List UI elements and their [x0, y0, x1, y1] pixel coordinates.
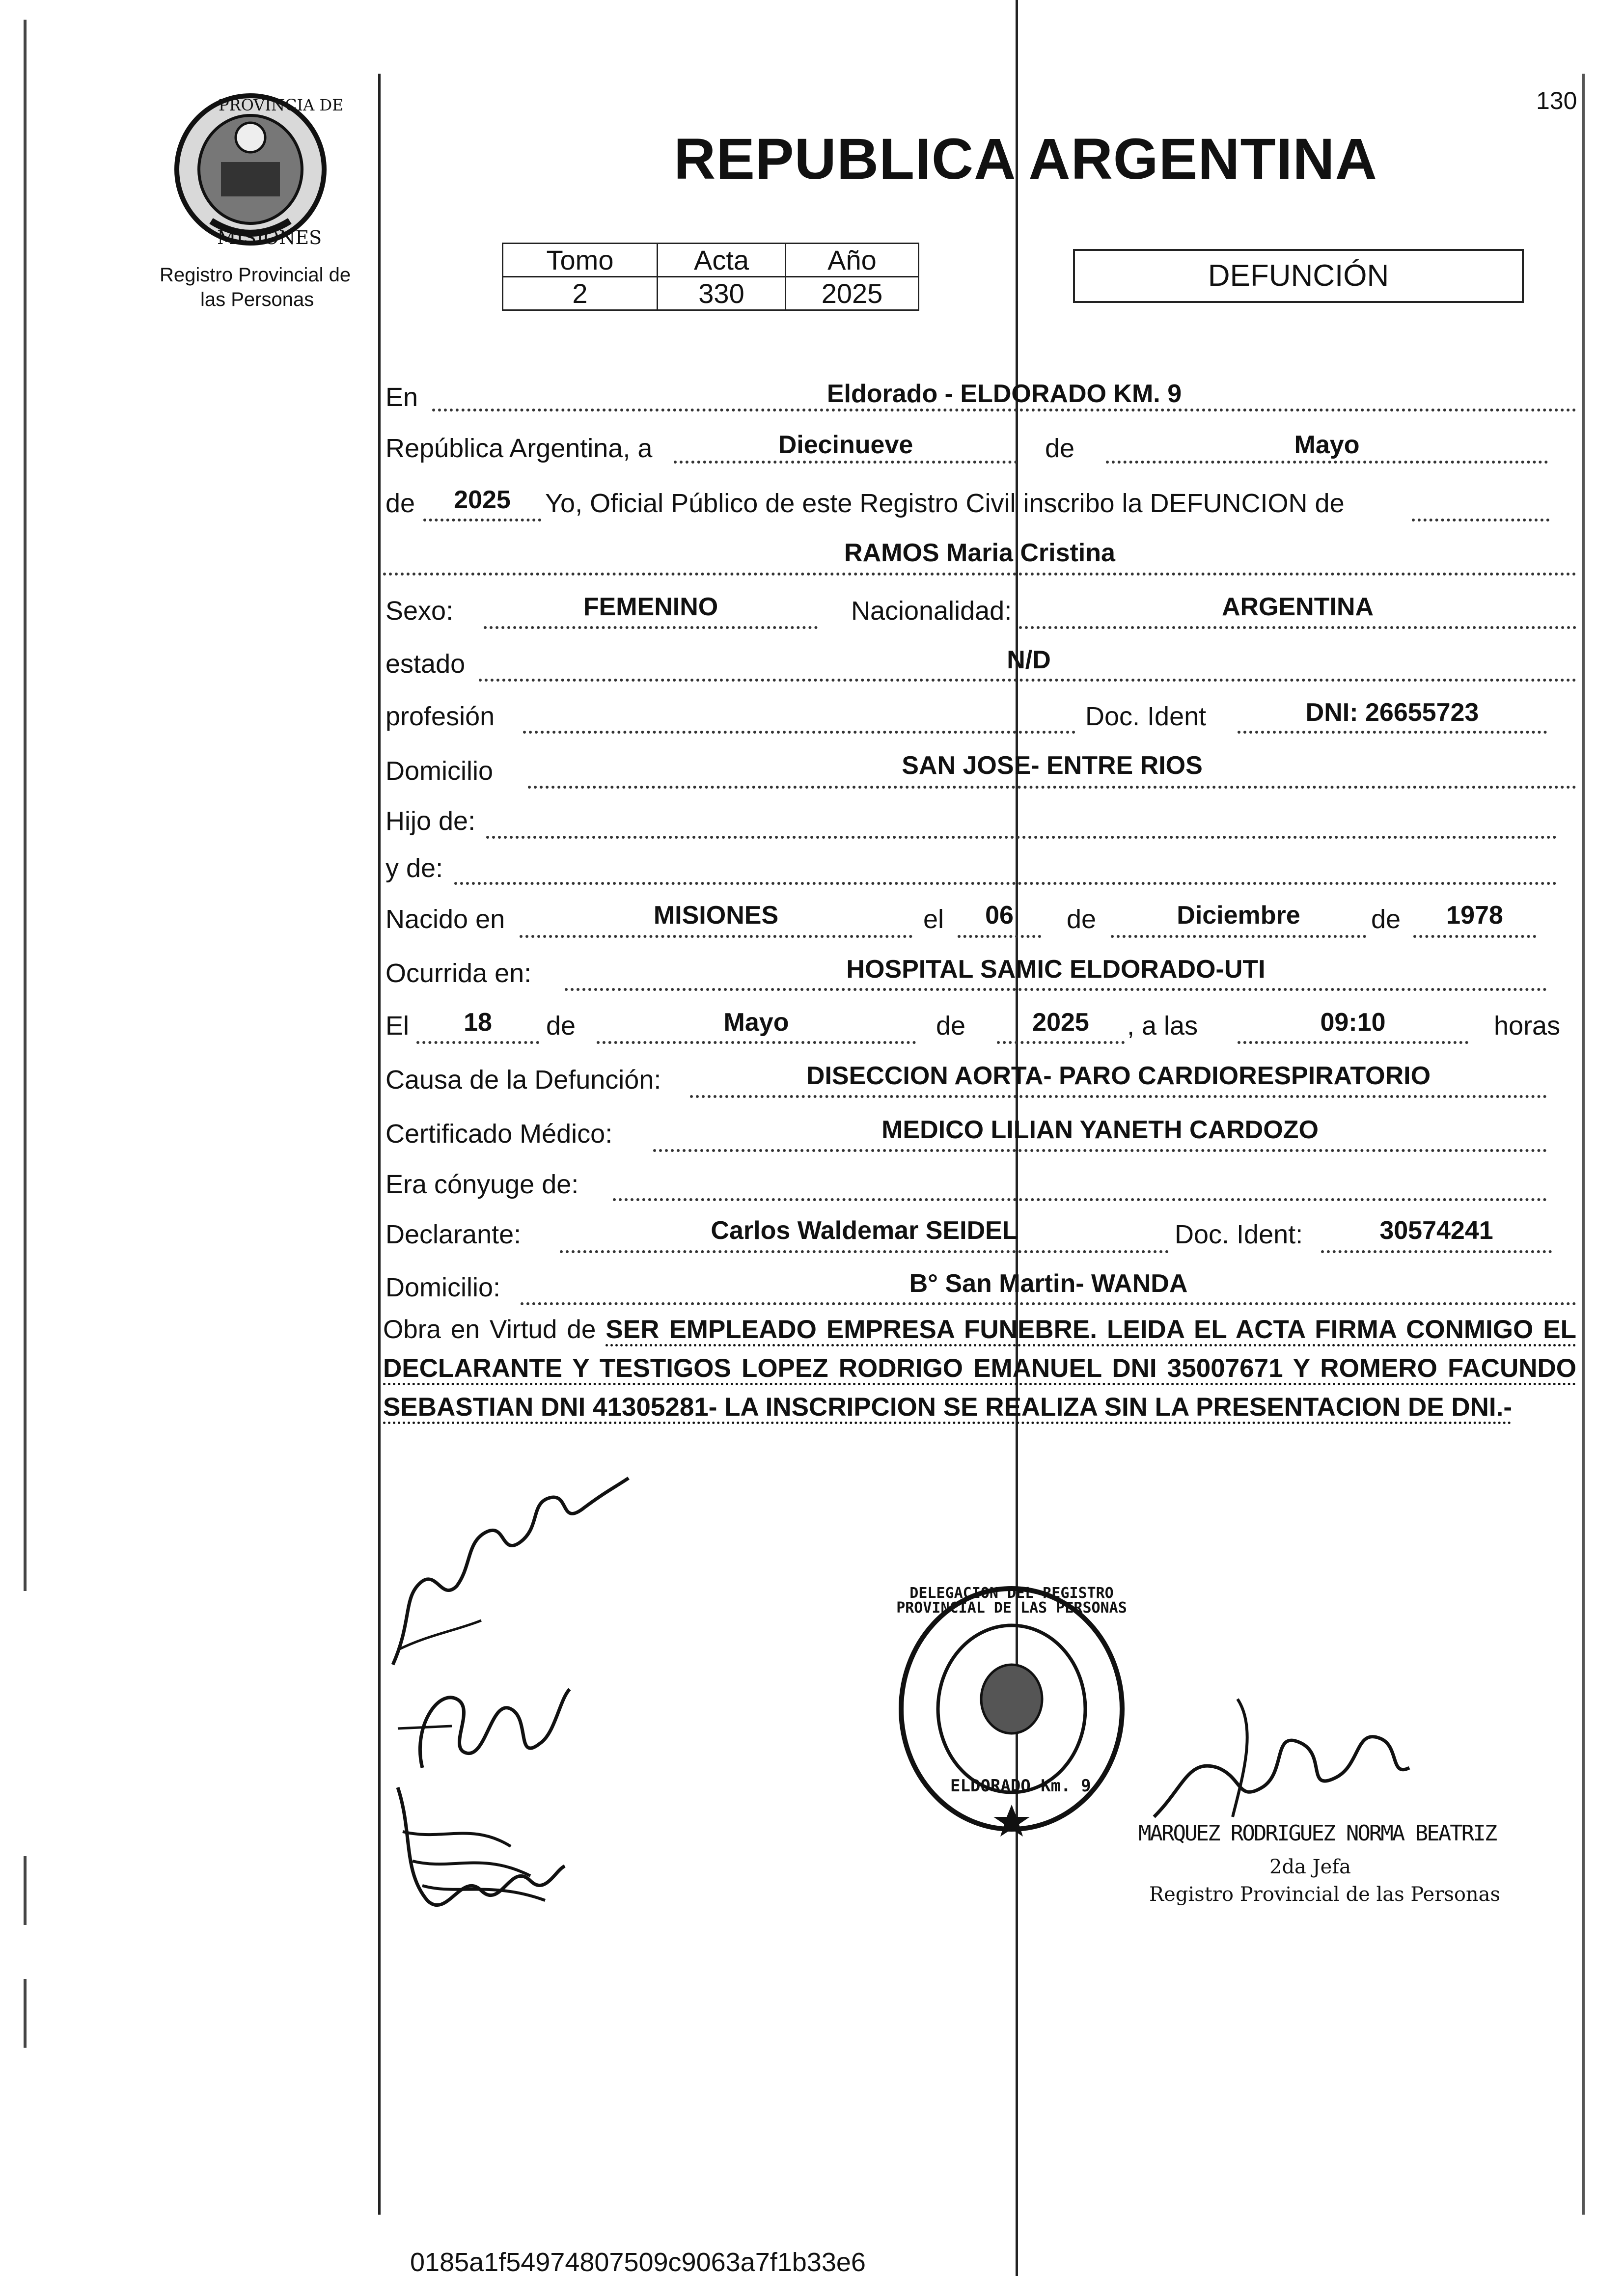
value-domicilio: SAN JOSE- ENTRE RIOS [902, 751, 1203, 780]
value-doc-ident: DNI: 26655723 [1305, 698, 1479, 727]
right-margin-line [1582, 74, 1585, 2215]
issuer-line-2: las Personas [200, 289, 314, 310]
label-death-de2: de [936, 1011, 966, 1041]
dots-death-month [597, 1041, 916, 1044]
page-title: REPUBLICA ARGENTINA [674, 127, 1377, 192]
dots-nacido [520, 935, 912, 938]
label-conyuge: Era cónyuge de: [385, 1170, 579, 1199]
label-alas: , a las [1127, 1011, 1198, 1041]
dots-time [1238, 1041, 1468, 1044]
value-name: RAMOS Maria Cristina [844, 539, 1115, 567]
page-number: 130 [1536, 87, 1577, 114]
registry-table [502, 243, 919, 311]
dots-y-de [454, 882, 1557, 885]
dots-month [1106, 461, 1548, 464]
label-birth-de1: de [1067, 905, 1097, 934]
label-oficial: Yo, Oficial Público de este Registro Civil inscribo la DEFUNCION de [545, 489, 1345, 518]
value-tomo: 2 [503, 277, 658, 310]
label-domicilio: Domicilio [385, 756, 494, 786]
dots-birth-day [958, 935, 1041, 938]
value-cert: MEDICO LILIAN YANETH CARDOZO [881, 1116, 1319, 1144]
header-tomo: Tomo [503, 244, 658, 277]
label-estado: estado [385, 649, 466, 679]
value-death-time: 09:10 [1320, 1008, 1386, 1037]
value-declarante: Carlos Waldemar SEIDEL [711, 1216, 1018, 1245]
margin-line [378, 74, 381, 2215]
official-org: Registro Provincial de las Personas [1149, 1883, 1501, 1906]
label-doc-ident-2: Doc. Ident: [1175, 1220, 1303, 1249]
dots-cert [653, 1149, 1547, 1152]
footer-hash: 0185a1f54974807509c9063a7f1b33e6 [410, 2248, 866, 2277]
dots-domicilio [528, 786, 1576, 789]
value-ocurrida: HOSPITAL SAMIC ELDORADO-UTI [846, 955, 1266, 984]
label-causa: Causa de la Defunción: [385, 1065, 661, 1095]
value-acta: 330 [658, 277, 786, 310]
official-role: 2da Jefa [1269, 1856, 1351, 1878]
header-acta: Acta [658, 244, 786, 277]
value-domicilio-2: B° San Martin- WANDA [909, 1269, 1188, 1298]
seal-text-bottom: MISIONES [217, 227, 322, 248]
official-stamp [891, 1581, 1132, 1837]
value-year: 2025 [454, 486, 511, 514]
official-signature [1144, 1670, 1419, 1832]
dots-domicilio-2 [521, 1302, 1576, 1305]
dots-declarante [560, 1250, 1169, 1253]
value-birth-day: 06 [985, 901, 1014, 930]
province-seal [162, 88, 344, 250]
value-sexo: FEMENINO [583, 593, 718, 621]
scan-line-left-3 [24, 1979, 27, 2048]
label-el-2: El [385, 1011, 410, 1041]
label-y-de: y de: [385, 853, 443, 883]
doc-type-box [1073, 249, 1524, 303]
value-en: Eldorado - ELDORADO KM. 9 [826, 380, 1182, 408]
doc-type: DEFUNCIÓN [1208, 259, 1389, 293]
value-day-word: Diecinueve [778, 431, 913, 459]
witness-signature-1 [393, 1670, 579, 1783]
header-anio: Año [786, 244, 919, 277]
dots-oficial [1412, 519, 1549, 521]
label-horas: horas [1494, 1011, 1561, 1041]
dots-doc-ident-2 [1321, 1250, 1552, 1253]
value-doc-ident-2: 30574241 [1379, 1216, 1493, 1245]
label-profesion: profesión [385, 702, 495, 731]
official-name: MARQUEZ RODRIGUEZ NORMA BEATRIZ [1138, 1821, 1496, 1846]
scan-line-left-2 [24, 1856, 27, 1925]
label-republica: República Argentina, a [385, 434, 653, 463]
dots-day [674, 461, 1018, 464]
value-nacido-en: MISIONES [653, 901, 779, 930]
label-domicilio-2: Domicilio: [385, 1273, 501, 1302]
value-birth-year: 1978 [1446, 901, 1503, 930]
value-death-day: 18 [464, 1008, 492, 1037]
label-en: En [385, 383, 418, 412]
value-obra: SER EMPLEADO EMPRESA FUNEBRE. LEIDA EL ACTA FIRMA CONMIGO EL DECLARANTE Y TESTIGOS LOPEZ RODRIGO EMANUEL DNI 35007671 Y ROMERO FACUNDO SEBASTIAN DNI 41305281- LA INSCRIPCION SE REALIZA SIN LA PRESENTACION DE DNI.- [383, 1315, 1576, 1422]
dots-profesion [523, 731, 1075, 734]
dots-doc-ident [1238, 731, 1547, 734]
dots-name [383, 573, 1576, 576]
dots-death-day [416, 1041, 539, 1044]
dots-conyuge [613, 1198, 1547, 1201]
dots-nacionalidad [1019, 626, 1576, 629]
label-el: el [923, 905, 944, 934]
label-nacido: Nacido en [385, 905, 505, 934]
dots-en [432, 409, 1576, 412]
dots-ocurrida [565, 988, 1547, 991]
value-anio: 2025 [786, 277, 919, 310]
label-obra: Obra en Virtud de [383, 1315, 596, 1344]
value-causa: DISECCION AORTA- PARO CARDIORESPIRATORIO [806, 1062, 1431, 1090]
dots-sexo-line [484, 626, 818, 629]
dots-estado [479, 679, 1576, 682]
value-estado: N/D [1007, 646, 1051, 674]
value-nacionalidad: ARGENTINA [1221, 593, 1374, 621]
scan-line-left [24, 20, 27, 1591]
obra-paragraph [383, 1310, 1576, 1427]
label-declarante: Declarante: [385, 1220, 522, 1249]
value-death-month: Mayo [723, 1008, 789, 1037]
label-de: de [1045, 434, 1075, 463]
dots-birth-year [1413, 935, 1536, 938]
label-doc-ident: Doc. Ident [1085, 702, 1207, 731]
label-birth-de2: de [1371, 905, 1401, 934]
witness-signature-2 [383, 1773, 570, 1920]
dots-birth-month [1111, 935, 1366, 938]
stamp-ring-text: DELEGACION DEL REGISTRO PROVINCIAL DE LAS PERSONAS [896, 1585, 1127, 1617]
label-hijo: Hijo de: [385, 806, 476, 836]
value-month-word: Mayo [1294, 431, 1360, 459]
dots-death-year [997, 1041, 1125, 1044]
label-cert: Certificado Médico: [385, 1119, 613, 1149]
label-ocurrida: Ocurrida en: [385, 959, 532, 988]
dots-year [423, 519, 541, 521]
label-death-de1: de [546, 1011, 576, 1041]
seal-text-top: PROVINCIA DE [219, 96, 344, 114]
dots-causa [690, 1095, 1547, 1098]
dots-hijo [486, 836, 1557, 839]
label-sexo: Sexo: [385, 596, 454, 626]
label-nacionalidad: Nacionalidad: [851, 596, 1012, 626]
value-birth-month: Diciembre [1177, 901, 1300, 930]
label-de-2: de [385, 489, 415, 518]
declarant-signature [383, 1473, 638, 1679]
stamp-inner-text: ELDORADO Km. 9 [950, 1776, 1091, 1796]
value-death-year: 2025 [1032, 1008, 1089, 1037]
issuer-line-1: Registro Provincial de [160, 264, 351, 286]
